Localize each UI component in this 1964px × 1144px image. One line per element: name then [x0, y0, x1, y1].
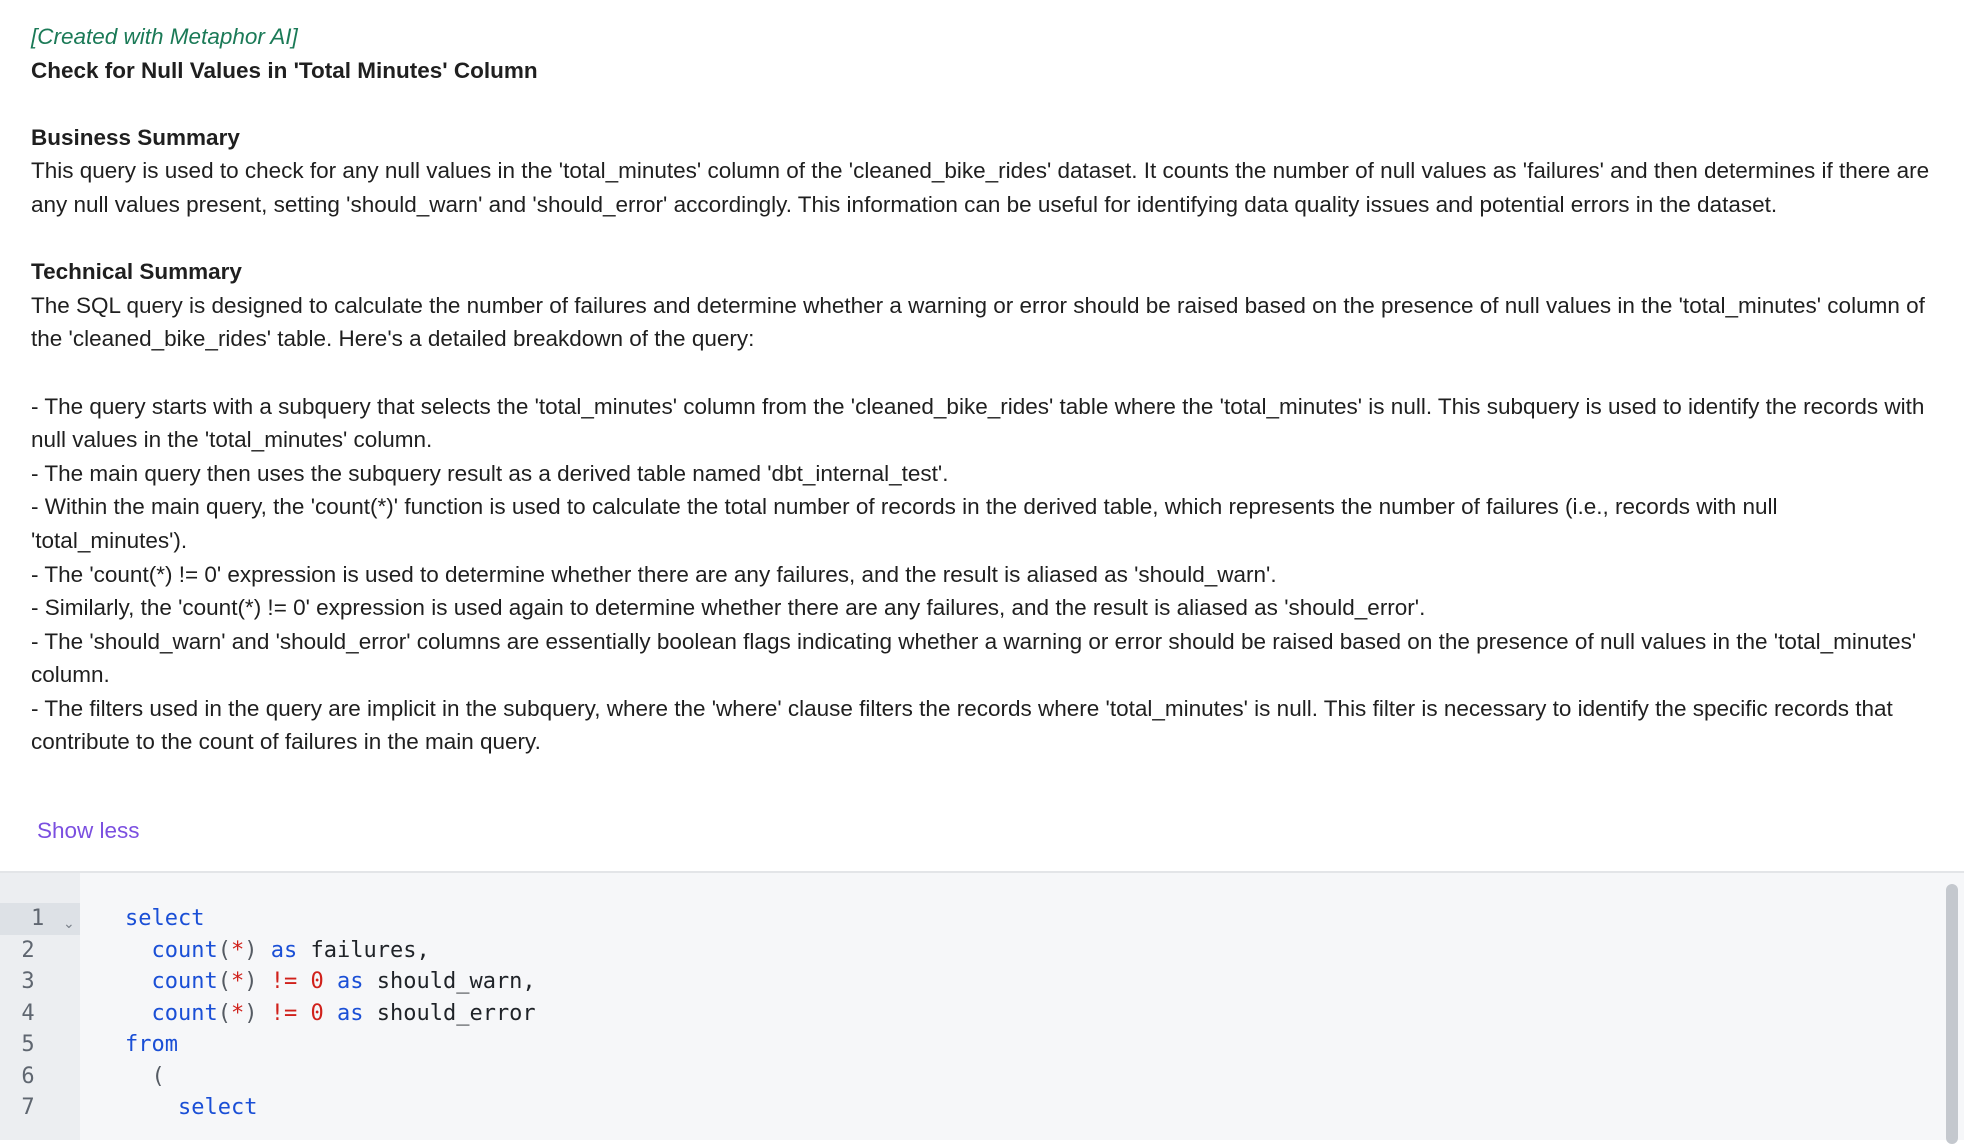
star-token: *: [230, 969, 245, 994]
business-summary-text: This query is used to check for any null values in the 'total_minutes' column of the 'cleaned_bike_rides' dataset. It counts the number of null values as 'failures' and then determines if there are any null values present, setting 'should_warn' and 'should_error' accordingly. This information can be useful for identifying data quality issues and potential errors in the dataset.: [31, 158, 1930, 217]
operator-token: !=: [270, 969, 298, 994]
line-number: 5: [21, 1032, 35, 1057]
editor-scrollbar-thumb[interactable]: [1946, 884, 1958, 1144]
function-token: count: [151, 937, 218, 963]
star-token: *: [230, 1000, 245, 1026]
function-token: count: [151, 969, 218, 994]
code-line: [125, 1029, 178, 1061]
paren-token: ): [244, 937, 258, 963]
number-token: 0: [310, 1000, 324, 1026]
keyword-token: select: [177, 1095, 258, 1120]
operator-token: !=: [270, 1000, 298, 1026]
paren-token: (: [217, 937, 231, 963]
code-line: [125, 903, 204, 935]
star-token: *: [230, 937, 245, 963]
line-number: 4: [21, 1000, 35, 1026]
sql-code-editor[interactable]: [0, 873, 1964, 1140]
keyword-token: as: [270, 937, 298, 963]
show-less-button[interactable]: Show less: [37, 814, 140, 848]
keyword-token: as: [336, 1000, 364, 1026]
keyword-token: as: [336, 969, 364, 994]
technical-bullet: - The query starts with a subquery that selects the 'total_minutes' column from the 'cleaned_bike_rides' table where the 'total_minutes' is null. This subquery is used to identify the records with null values in the 'total_minutes' column.: [31, 393, 1925, 453]
paren-token: (: [217, 1000, 231, 1026]
technical-bullet: - The filters used in the query are implicit in the subquery, where the 'where' clause filters the records where 'total_minutes' is null. This filter is necessary to identify the specific records that contribute to the count of failures in the main query.: [31, 695, 1893, 755]
technical-bullet: - The 'should_warn' and 'should_error' columns are essentially boolean flags indicating whether a warning or error should be raised based on the presence of null values in the 'total_minutes' column.: [31, 628, 1917, 688]
code-line: [125, 966, 536, 998]
code-line: [125, 935, 430, 967]
keyword-token: from: [125, 1032, 178, 1057]
technical-summary-intro: The SQL query is designed to calculate the number of failures and determine whether a warning or error should be raised based on the presence of null values in the 'total_minutes' column of the 'cleaned_bike_rides' table. Here's a detailed breakdown of the query:: [31, 292, 1925, 352]
line-number: 1: [0, 903, 80, 935]
line-number: 2: [21, 937, 35, 963]
paren-token: (: [151, 1063, 165, 1089]
line-number-gutter: [0, 873, 80, 1140]
code-content[interactable]: [125, 873, 536, 1120]
line-number: 6: [21, 1063, 35, 1089]
technical-bullet: - Similarly, the 'count(*) != 0' expression is used again to determine whether there are any failures, and the result is aliased as 'should_error'.: [31, 595, 1426, 621]
identifier-token: failures,: [310, 937, 430, 963]
identifier-token: should_error: [376, 1000, 536, 1026]
paren-token: (: [217, 969, 231, 994]
technical-bullet: - The 'count(*) != 0' expression is used to determine whether there are any failures, and the result is aliased as 'should_warn'.: [31, 561, 1277, 587]
query-title: Check for Null Values in 'Total Minutes' Column: [31, 57, 538, 83]
line-number: 3: [21, 969, 35, 994]
query-summary: [31, 20, 1931, 759]
keyword-token: select: [125, 906, 205, 931]
created-with-label: [Created with Metaphor AI]: [31, 24, 298, 49]
technical-bullet: - Within the main query, the 'count(*)' function is used to calculate the total number of records in the derived table, which represents the number of failures (i.e., records with null 'total_minutes').: [31, 494, 1778, 553]
business-summary-heading: Business Summary: [31, 124, 240, 150]
technical-summary-heading: Technical Summary: [31, 259, 242, 285]
code-line: [125, 1061, 165, 1093]
code-line: [125, 1092, 257, 1124]
paren-token: ): [244, 969, 258, 994]
code-line: [125, 998, 536, 1030]
fold-chevron-icon[interactable]: ⌄: [63, 916, 75, 932]
technical-bullet: - The main query then uses the subquery result as a derived table named 'dbt_internal_test'.: [31, 460, 949, 486]
number-token: 0: [310, 969, 324, 994]
identifier-token: should_warn,: [376, 969, 536, 994]
line-number: 7: [21, 1095, 35, 1120]
paren-token: ): [244, 1000, 258, 1026]
function-token: count: [151, 1000, 218, 1026]
